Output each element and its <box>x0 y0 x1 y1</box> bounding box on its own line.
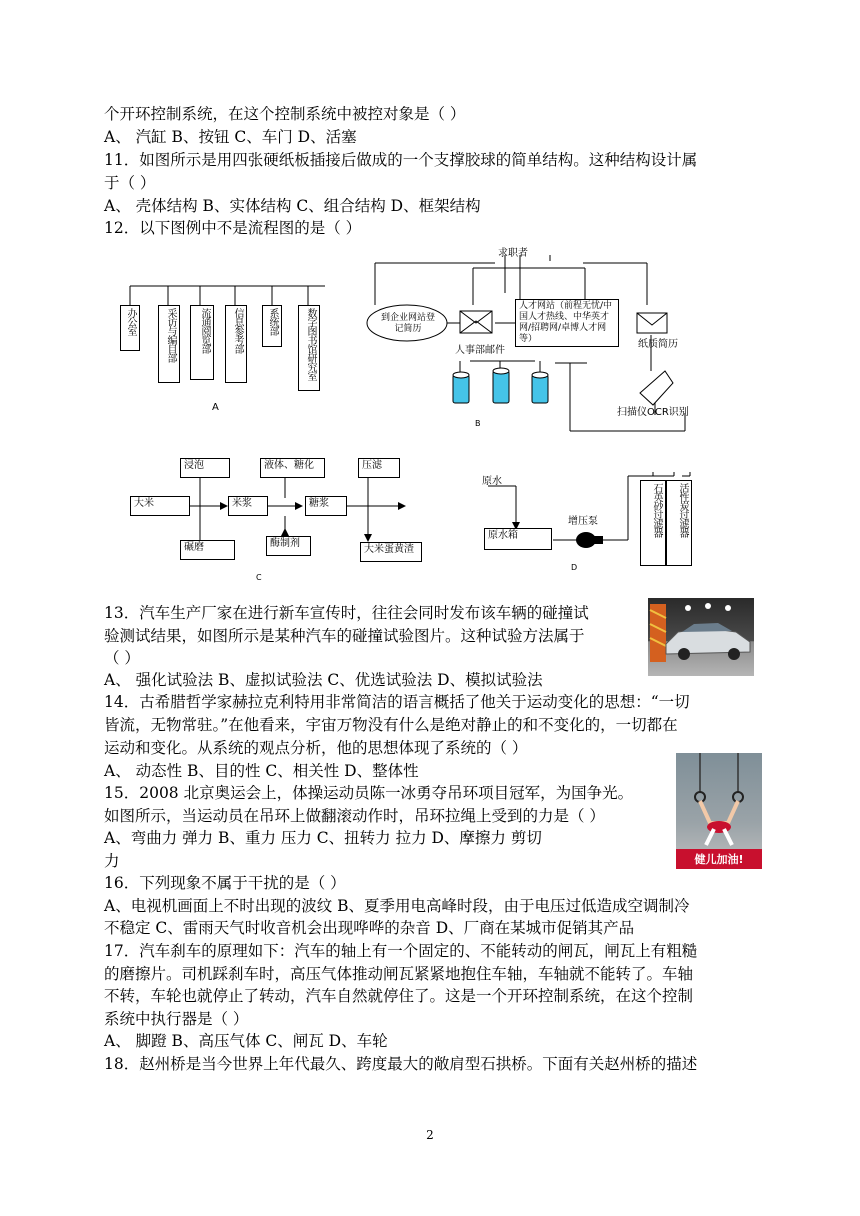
text-line: 17．汽车刹车的原理如下：汽车的轴上有一个固定的、不能转动的闸瓦，闸瓦上有粗糙 <box>104 942 698 960</box>
text-line: 13．汽车生产厂家在进行新车宣传时，往往会同时发布该车辆的碰撞试 <box>104 604 589 622</box>
text-line: 皆流，无物常驻。”在他看来，宇宙万物没有什么是绝对静止的和不变化的，一切都在 <box>104 716 678 734</box>
figure-c-label: C <box>256 573 262 582</box>
enzyme-box: 酶制剂 <box>266 536 311 556</box>
text-line: 11．如图所示是用四张硬纸板插接后做成的一个支撑胶球的简单结构。这种结构设计属 <box>104 151 698 169</box>
figure-d <box>478 468 718 578</box>
text-line: 于（ ） <box>104 174 156 192</box>
org-box: 数字图书馆研究室 <box>298 305 320 391</box>
scanner-label: 扫描仪OCR识别 <box>617 407 689 418</box>
talent-site-box: 人才网站（前程无忧/中国人才热线、中华英才网/招聘网/卓博人才网等） <box>515 299 619 347</box>
text-line: A、弯曲力 弹力 B、重力 压力 C、扭转力 拉力 D、摩擦力 剪切 <box>104 829 542 847</box>
job-seeker-label: 求职者 <box>498 248 528 259</box>
text-line: 不稳定 C、雷雨天气时收音机会出现哗哗的杂音 D、厂商在某城市促销其产品 <box>104 919 635 937</box>
text-line: 不转，车轮也就停止了转动，汽车自然就停住了。这是一个开环控制系统，在这个控制 <box>104 987 694 1005</box>
figure-b-label: B <box>475 419 481 428</box>
text-line: 15．2008 北京奥运会上，体操运动员陈一冰勇夺吊环项目冠军，为国争光。 <box>104 784 634 802</box>
cheer-banner: 健儿加油! <box>694 853 744 866</box>
text-line: 运动和变化。从系统的观点分析，他的思想体现了系统的（ ） <box>104 739 528 757</box>
slurry-box: 米浆 <box>228 496 268 516</box>
text-line: 18．赵州桥是当今世界上年代最久、跨度最大的敞肩型石拱桥。下面有关赵州桥的描述 <box>104 1055 698 1073</box>
org-box: 流通阅览部 <box>190 305 214 380</box>
org-box: 系统部 <box>262 305 282 347</box>
figure-a <box>120 280 330 420</box>
text-line: A、电视机画面上不时出现的波纹 B、夏季用电高峰时段，由于电压过低造成空调制冷 <box>104 897 690 915</box>
page-number: 2 <box>426 1128 434 1142</box>
raw-water-label: 原水 <box>482 476 502 487</box>
text-line: 16．下列现象不属于干扰的是（ ） <box>104 874 346 892</box>
org-box: 信息参考部 <box>225 305 247 383</box>
text-line: （ ） <box>104 649 140 667</box>
figure-b <box>355 243 715 435</box>
rice-box: 大米 <box>130 496 190 516</box>
figure-c <box>130 456 420 586</box>
text-line: A、 脚蹬 B、高压气体 C、闸瓦 D、车轮 <box>104 1032 388 1050</box>
text-line: 如图所示，当运动员在吊环上做翻滚动作时，吊环拉绳上受到的力是（ ） <box>104 807 605 825</box>
text-line: 验测试结果，如图所示是某种汽车的碰撞试验图片。这种试验方法属于 <box>104 627 585 645</box>
text-line: A、 壳体结构 B、实体结构 C、组合结构 D、框架结构 <box>104 197 481 215</box>
org-box: 采访与编目部 <box>158 305 180 383</box>
carbon-filter-box: 活性炭过滤器 <box>666 480 692 566</box>
quartz-filter-box: 石英砂过滤器 <box>640 480 666 566</box>
gymnast-photo <box>676 753 762 869</box>
text-line: 个开环控制系统，在这个控制系统中被控对象是（ ） <box>104 105 466 123</box>
text-line: 的磨擦片。司机踩刹车时，高压气体推动闸瓦紧紧地抱住车轴，车轴就不能转了。车轴 <box>104 965 694 983</box>
text-line: 14．古希腊哲学家赫拉克利特用非常简洁的语言概括了他关于运动变化的思想：“一切 <box>104 693 690 711</box>
paper-resume-label: 纸质简历 <box>638 339 678 350</box>
text-line: A、 动态性 B、目的性 C、相关性 D、整体性 <box>104 762 419 780</box>
press-box: 压滤 <box>358 458 400 478</box>
residue-box: 大米蛋黄渣 <box>360 542 422 562</box>
text-line: 系统中执行器是（ ） <box>104 1010 249 1028</box>
liquefy-box: 液体、糖化 <box>260 458 325 478</box>
syrup-box: 糖浆 <box>305 496 347 516</box>
figure-a-label: A <box>212 402 219 413</box>
pump-label: 增压泵 <box>568 516 598 527</box>
raw-tank-box: 原水箱 <box>484 528 552 550</box>
figure-d-label: D <box>571 563 578 572</box>
soak-box: 浸泡 <box>180 458 230 478</box>
org-box: 办公室 <box>120 305 140 351</box>
text-line: A、 汽缸 B、按钮 C、车门 D、活塞 <box>104 128 357 146</box>
text-line: 力 <box>104 852 120 870</box>
text-line: 12．以下图例中不是流程图的是（ ） <box>104 219 362 237</box>
hr-mail-label: 人事部邮件 <box>455 345 505 356</box>
company-site-label: 到企业网站登记简历 <box>380 313 435 334</box>
crash-test-photo <box>648 598 754 676</box>
text-line: A、 强化试验法 B、虚拟试验法 C、优选试验法 D、模拟试验法 <box>104 671 543 689</box>
crash-test-graphic <box>648 598 754 676</box>
grind-box: 碾磨 <box>180 540 235 560</box>
